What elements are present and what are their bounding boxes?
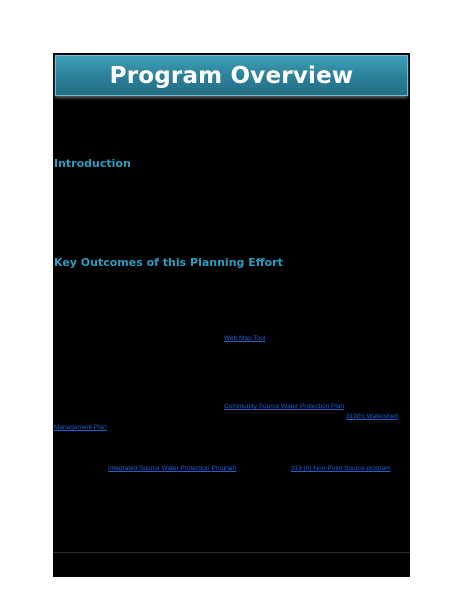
non-point-source-program-link[interactable]: 319 (h) Non-Point Source program [291, 465, 391, 472]
document-page [53, 53, 410, 577]
introduction-heading: Introduction [54, 157, 131, 170]
watershed-management-plan-link-part2[interactable]: Management Plan [54, 424, 107, 431]
web-map-tool-link[interactable]: Web Map Tool [224, 335, 266, 342]
program-overview-banner [55, 55, 408, 96]
key-outcomes-heading: Key Outcomes of this Planning Effort [54, 256, 283, 269]
banner-title: Program Overview [109, 62, 354, 89]
community-source-water-protection-plan-link[interactable]: Community Source Water Protection Plan [224, 403, 345, 410]
watershed-management-plan-link-part1[interactable]: 319(h) Watershed [346, 413, 398, 420]
footer-divider [53, 552, 410, 553]
integrated-source-water-protection-program-link[interactable]: Integrated Source Water Protection Program [108, 465, 237, 472]
